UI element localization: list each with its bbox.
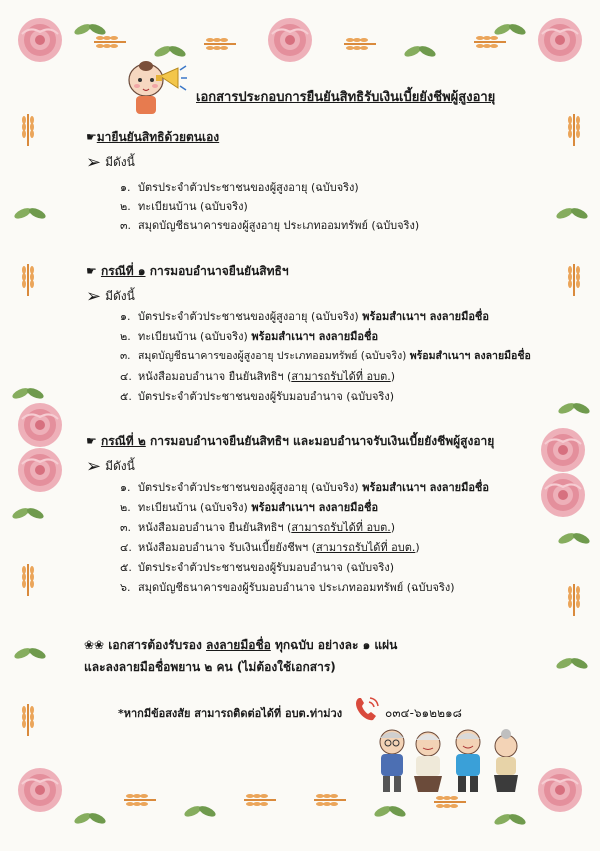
section-2-heading: ☛ กรณีที่ ๑ การมอบอำนาจยืนยันสิทธิฯ (86, 264, 289, 278)
contact-text: *หากมีข้อสงสัย สามารถติดต่อได้ที่ อบต.ท่าม่วง (118, 707, 343, 720)
list-item: ๔. หนังสือมอบอำนาจ ยืนยันสิทธิฯ (สามารถรับได้ที่ อบต.) (120, 370, 396, 383)
list-item: ๑. บัตรประจำตัวประชาชนของผู้สูงอายุ (ฉบับจริง) พร้อมสำเนาฯ ลงลายมือชื่อ (120, 481, 490, 494)
child-megaphone-illustration (118, 58, 188, 120)
phone-number: ๐๓๔-๖๑๒๒๑๘ (385, 706, 462, 720)
list-item: ๓. สมุดบัญชีธนาคารของผู้สูงอายุ ประเภทออมทรัพย์ (ฉบับจริง) (120, 219, 420, 232)
section-3-subheading: ➢ มีดังนี้ (86, 456, 135, 477)
section-2-subheading: ➢ มีดังนี้ (86, 286, 135, 307)
section-3-heading: ☛ กรณีที่ ๒ การมอบอำนาจยืนยันสิทธิฯ และมอบอำนาจรับเงินเบี้ยยังชีพผู้สูงอายุ (86, 434, 495, 448)
list-item: ๖. สมุดบัญชีธนาคารของผู้รับมอบอำนาจ ประเภทออมทรัพย์ (ฉบับจริง) (120, 581, 455, 594)
pointing-hand-icon: ☛ (86, 130, 97, 144)
flower-ornament-icon: ❀❀ (84, 638, 105, 652)
list-item: ๓. สมุดบัญชีธนาคารของผู้สูงอายุ ประเภทออมทรัพย์ (ฉบับจริง) พร้อมสำเนาฯ ลงลายมือชื่อ (120, 350, 531, 362)
telephone-icon (352, 694, 382, 724)
arrowhead-icon: ➢ (86, 152, 102, 173)
list-item: ๑. บัตรประจำตัวประชาชนของผู้สูงอายุ (ฉบับจริง) พร้อมสำเนาฯ ลงลายมือชื่อ (120, 310, 490, 323)
list-item: ๓. หนังสือมอบอำนาจ ยืนยันสิทธิฯ (สามารถรับได้ที่ อบต.) (120, 521, 396, 534)
signature-note-line-1: ❀❀ เอกสารต้องรับรอง ลงลายมือชื่อ ทุกฉบับ อย่างละ ๑ แผ่น (84, 638, 398, 652)
list-item: ๒. ทะเบียนบ้าน (ฉบับจริง) (120, 200, 248, 213)
list-item: ๔. หนังสือมอบอำนาจ รับเงินเบี้ยยังชีพฯ (สามารถรับได้ที่ อบต.) (120, 541, 420, 554)
list-item: ๒. ทะเบียนบ้าน (ฉบับจริง) พร้อมสำเนาฯ ลงลายมือชื่อ (120, 330, 379, 343)
section-1-subheading: ➢ มีดังนี้ (86, 152, 135, 173)
list-item: ๒. ทะเบียนบ้าน (ฉบับจริง) พร้อมสำเนาฯ ลงลายมือชื่อ (120, 501, 379, 514)
arrowhead-icon: ➢ (86, 286, 102, 307)
list-item: ๑. บัตรประจำตัวประชาชนของผู้สูงอายุ (ฉบับจริง) (120, 181, 359, 194)
section-1-heading: ☛มายืนยันสิทธิด้วยตนเอง (86, 130, 220, 144)
document-title: เอกสารประกอบการยืนยันสิทธิรับเงินเบี้ยยังชีพผู้สูงอายุ (196, 90, 496, 105)
signature-note-line-2: และลงลายมือชื่อพยาน ๒ คน (ไม่ต้องใช้เอกสาร) (84, 660, 336, 674)
arrowhead-icon: ➢ (86, 456, 102, 477)
pointing-hand-icon: ☛ (86, 264, 97, 278)
list-item: ๕. บัตรประจำตัวประชาชนของผู้รับมอบอำนาจ (ฉบับจริง) (120, 390, 395, 403)
pointing-hand-icon: ☛ (86, 434, 97, 448)
list-item: ๕. บัตรประจำตัวประชาชนของผู้รับมอบอำนาจ (ฉบับจริง) (120, 561, 395, 574)
elderly-group-illustration (370, 722, 530, 800)
